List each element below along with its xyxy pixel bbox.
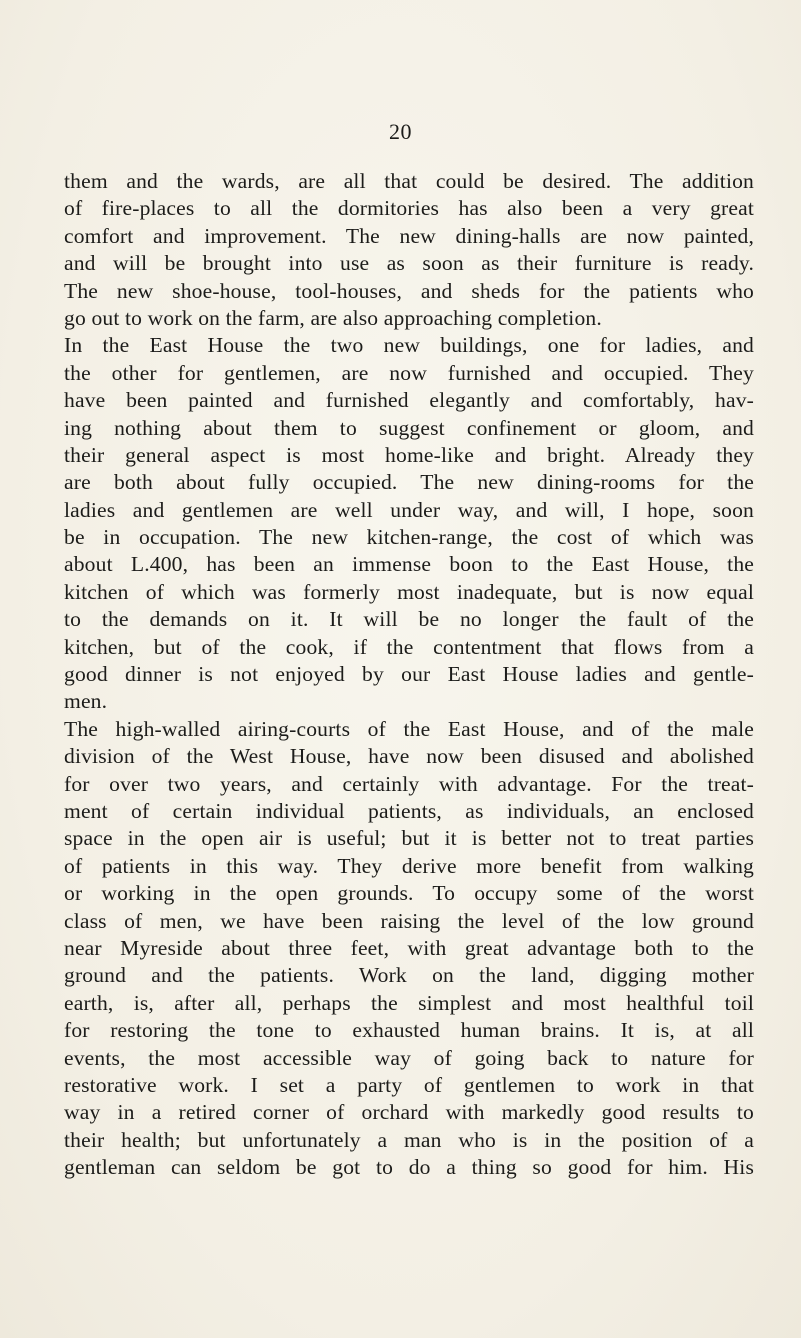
text-line: kitchen, but of the cook, if the contentment that flows from a: [64, 634, 754, 659]
text-line: men.: [64, 689, 108, 714]
text-line: about L.400, has been an immense boon to the East House, the: [64, 552, 754, 577]
text-line: to the demands on it. It will be no longer the fault of the: [64, 607, 754, 632]
text-line: The new shoe-house, tool-houses, and sheds for the patients who: [64, 278, 754, 303]
text-line: their general aspect is most home-like and bright. Already they: [64, 442, 754, 467]
text-line: comfort and improvement. The new dining-halls are now painted,: [64, 223, 754, 248]
text-line: their health; but unfortunately a man who is in the position of a: [64, 1127, 754, 1152]
text-line: go out to work on the farm, are also approaching completion.: [64, 305, 602, 330]
text-line: ing nothing about them to suggest confinement or gloom, and: [64, 415, 754, 440]
page-number: 20: [389, 119, 412, 144]
text-line: are both about fully occupied. The new dining-rooms for the: [64, 470, 754, 495]
text-line: of patients in this way. They derive more benefit from walking: [64, 853, 754, 878]
text-line: gentleman can seldom be got to do a thing so good for him. His: [64, 1155, 754, 1180]
text-line: ground and the patients. Work on the land, digging mother: [64, 963, 754, 988]
text-line: earth, is, after all, perhaps the simplest and most healthful toil: [64, 990, 754, 1015]
text-line: division of the West House, have now been disused and abolished: [64, 744, 754, 769]
text-line: ladies and gentlemen are well under way, and will, I hope, soon: [64, 497, 754, 522]
text-line: kitchen of which was formerly most inadequate, but is now equal: [64, 579, 754, 604]
text-line: and will be brought into use as soon as their furniture is ready.: [64, 251, 754, 276]
text-line: of fire-places to all the dormitories has also been a very great: [64, 196, 754, 221]
text-line: or working in the open grounds. To occupy some of the worst: [64, 881, 754, 906]
text-line: The high-walled airing-courts of the East House, and of the male: [64, 716, 754, 741]
text-line: good dinner is not enjoyed by our East House ladies and gentle-: [64, 662, 754, 687]
text-line: for restoring the tone to exhausted human brains. It is, at all: [64, 1018, 754, 1043]
text-line: be in occupation. The new kitchen-range, the cost of which was: [64, 525, 754, 550]
text-line: have been painted and furnished elegantly and comfortably, hav-: [64, 388, 754, 413]
text-line: events, the most accessible way of going back to nature for: [64, 1045, 754, 1070]
text-line: near Myreside about three feet, with great advantage both to the: [64, 935, 754, 960]
text-line: ment of certain individual patients, as individuals, an enclosed: [64, 798, 754, 823]
text-line: space in the open air is useful; but it is better not to treat parties: [64, 826, 754, 851]
text-line: the other for gentlemen, are now furnished and occupied. They: [64, 360, 754, 385]
body-text: [64, 168, 754, 1181]
text-line: restorative work. I set a party of gentlemen to work in that: [64, 1072, 754, 1097]
text-line: class of men, we have been raising the level of the low ground: [64, 908, 754, 933]
text-line: for over two years, and certainly with advantage. For the treat-: [64, 771, 754, 796]
text-line: them and the wards, are all that could be desired. The addition: [64, 169, 754, 193]
text-line: In the East House the two new buildings, one for ladies, and: [64, 333, 754, 358]
text-line: way in a retired corner of orchard with markedly good results to: [64, 1100, 754, 1125]
